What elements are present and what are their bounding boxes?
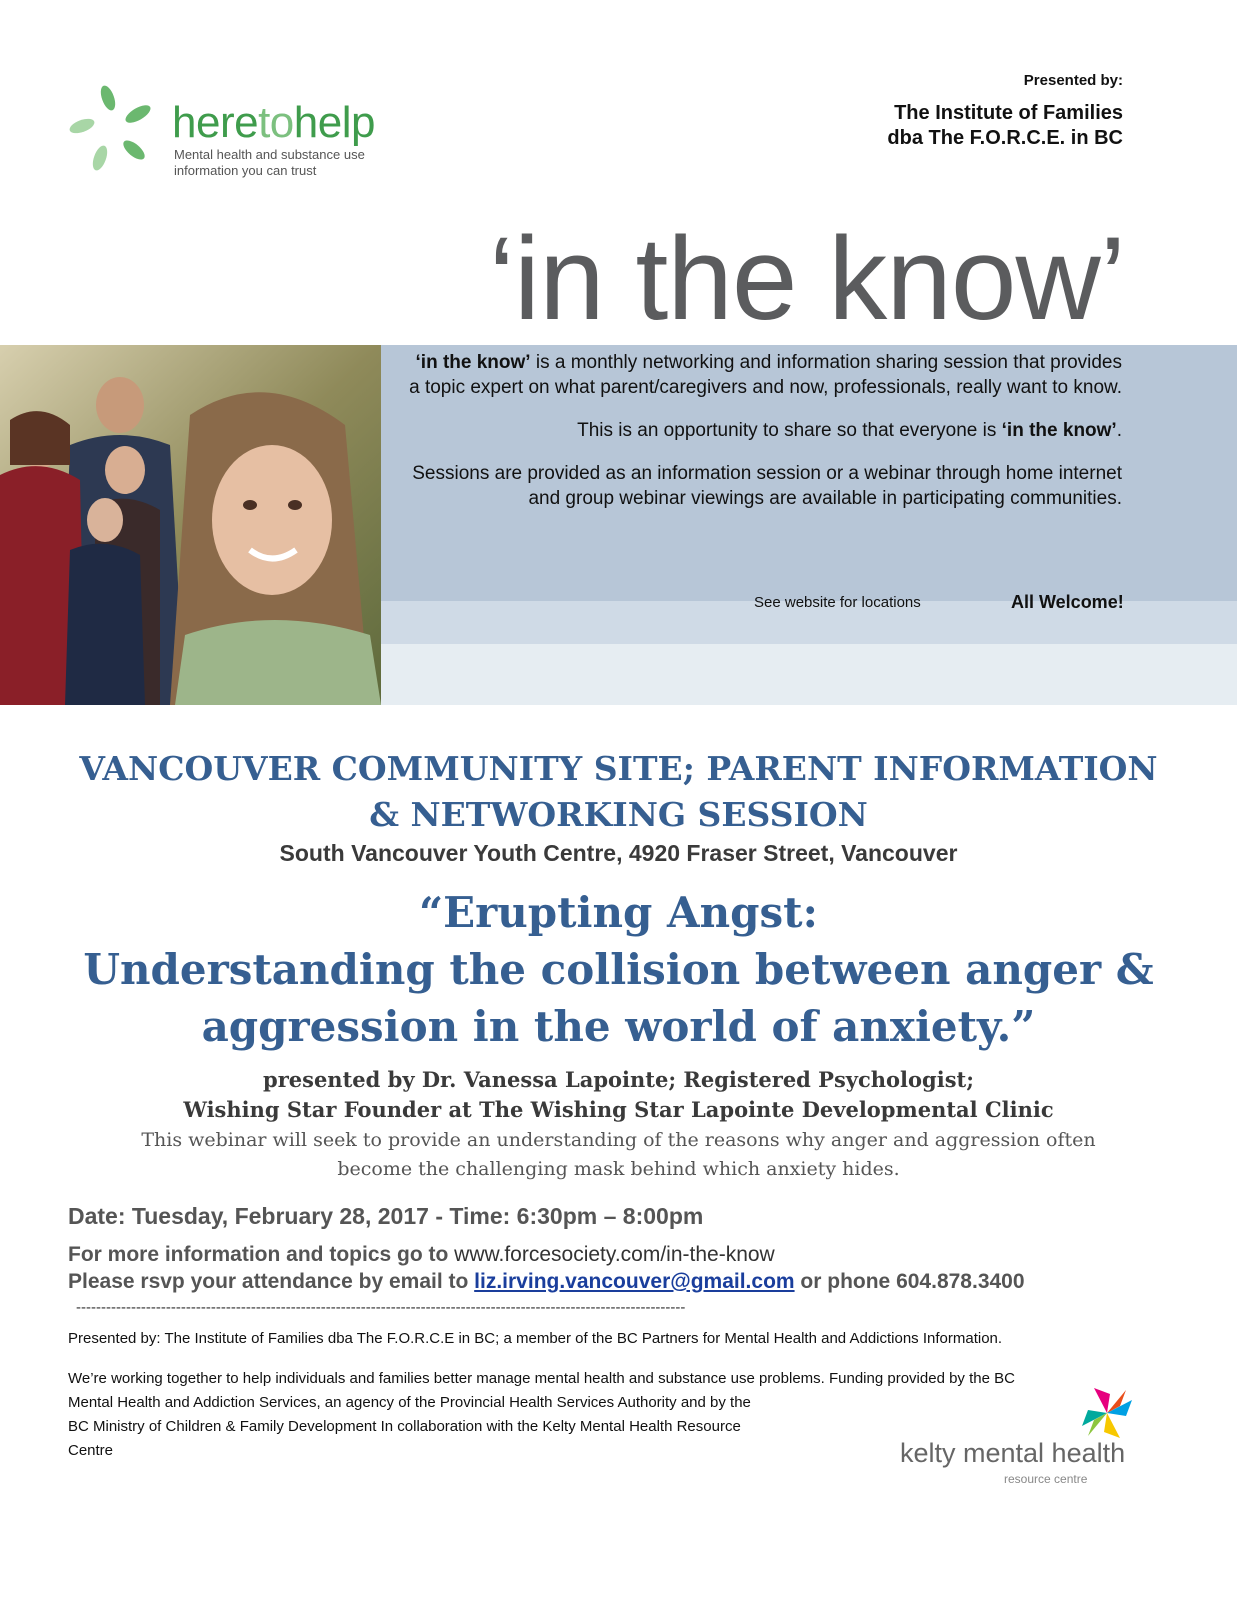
kelty-subtitle: resource centre <box>1004 1472 1088 1486</box>
presented-by-block <box>887 72 1123 151</box>
presenter-info: presented by Dr. Vanessa Lapointe; Registered Psychologist; Wishing Star Founder at The Wishing Star Lapointe Developmental Clinic <box>183 1067 1054 1122</box>
info-url-link[interactable]: www.forcesociety.com/in-the-know <box>454 1243 775 1266</box>
share-paragraph: This is an opportunity to share so that everyone is ‘in the know’. <box>577 420 1122 441</box>
intro-banner <box>0 345 1237 705</box>
heretohelp-tagline: Mental health and substance use information you can trust <box>174 147 365 178</box>
heretohelp-logo <box>68 84 408 184</box>
kelty-logo <box>900 1386 1140 1486</box>
presenter-organization: The Institute of Families dba The F.O.R.C.E. in BC <box>887 102 1123 149</box>
event-date-time: Date: Tuesday, February 28, 2017 - Time: 6:30pm – 8:00pm <box>68 1203 704 1229</box>
page-title: ‘in the know’ <box>488 213 1125 345</box>
intro-text <box>402 350 1122 529</box>
intro-paragraph: ‘in the know’ is a monthly networking and information sharing session that provides a topic expert on what parent/caregivers and now, professionals, really want to know. <box>409 352 1122 398</box>
kelty-pinwheel-icon <box>1080 1386 1134 1440</box>
footer-funding-text: We’re working together to help individuals and families better manage mental health and substance use problems. Funding provided by the BC Mental Health and Addiction Services, an agency of the Provincial Health Services Authority and by the BC Ministry of Children & Family Development In collaboration with the Kelty Mental Health Resource Centre <box>68 1370 1015 1459</box>
presented-by-label: Presented by: <box>1023 72 1123 89</box>
webinar-description: This webinar will seek to provide an understanding of the reasons why anger and aggression often become the challenging mask behind which anxiety hides. <box>141 1129 1096 1180</box>
family-photo <box>0 345 381 705</box>
all-welcome-label: All Welcome! <box>1011 592 1124 612</box>
session-topic: “Erupting Angst: Understanding the collision between anger & aggression in the world of anxiety.” <box>83 888 1154 1051</box>
see-website-note: See website for locations <box>754 594 921 611</box>
heretohelp-wordmark: heretohelp <box>172 98 375 147</box>
rsvp-line: Please rsvp your attendance by email to liz.irving.vancouver@gmail.com or phone 604.878.3400 <box>68 1270 1025 1293</box>
rsvp-email-link[interactable]: liz.irving.vancouver@gmail.com <box>474 1270 795 1293</box>
kelty-wordmark: kelty mental health <box>900 1438 1126 1468</box>
footer-presented-by: Presented by: The Institute of Families dba The F.O.R.C.E in BC; a member of the BC Partners for Mental Health and Addictions Information. <box>68 1330 1003 1347</box>
dashed-divider: -------------------------------------------------------------------------------------------------------------------------- <box>76 1299 686 1316</box>
banner-band-light <box>380 644 1237 705</box>
heretohelp-flower-icon <box>68 84 160 176</box>
sessions-paragraph: Sessions are provided as an information session or a webinar through home internet and group webinar viewings are available in participating communities. <box>412 463 1122 509</box>
event-location: South Vancouver Youth Centre, 4920 Fraser Street, Vancouver <box>279 840 958 866</box>
site-title: VANCOUVER COMMUNITY SITE; PARENT INFORMATION & NETWORKING SESSION <box>79 749 1158 834</box>
more-info-line: For more information and topics go to www.forcesociety.com/in-the-know <box>68 1243 775 1266</box>
